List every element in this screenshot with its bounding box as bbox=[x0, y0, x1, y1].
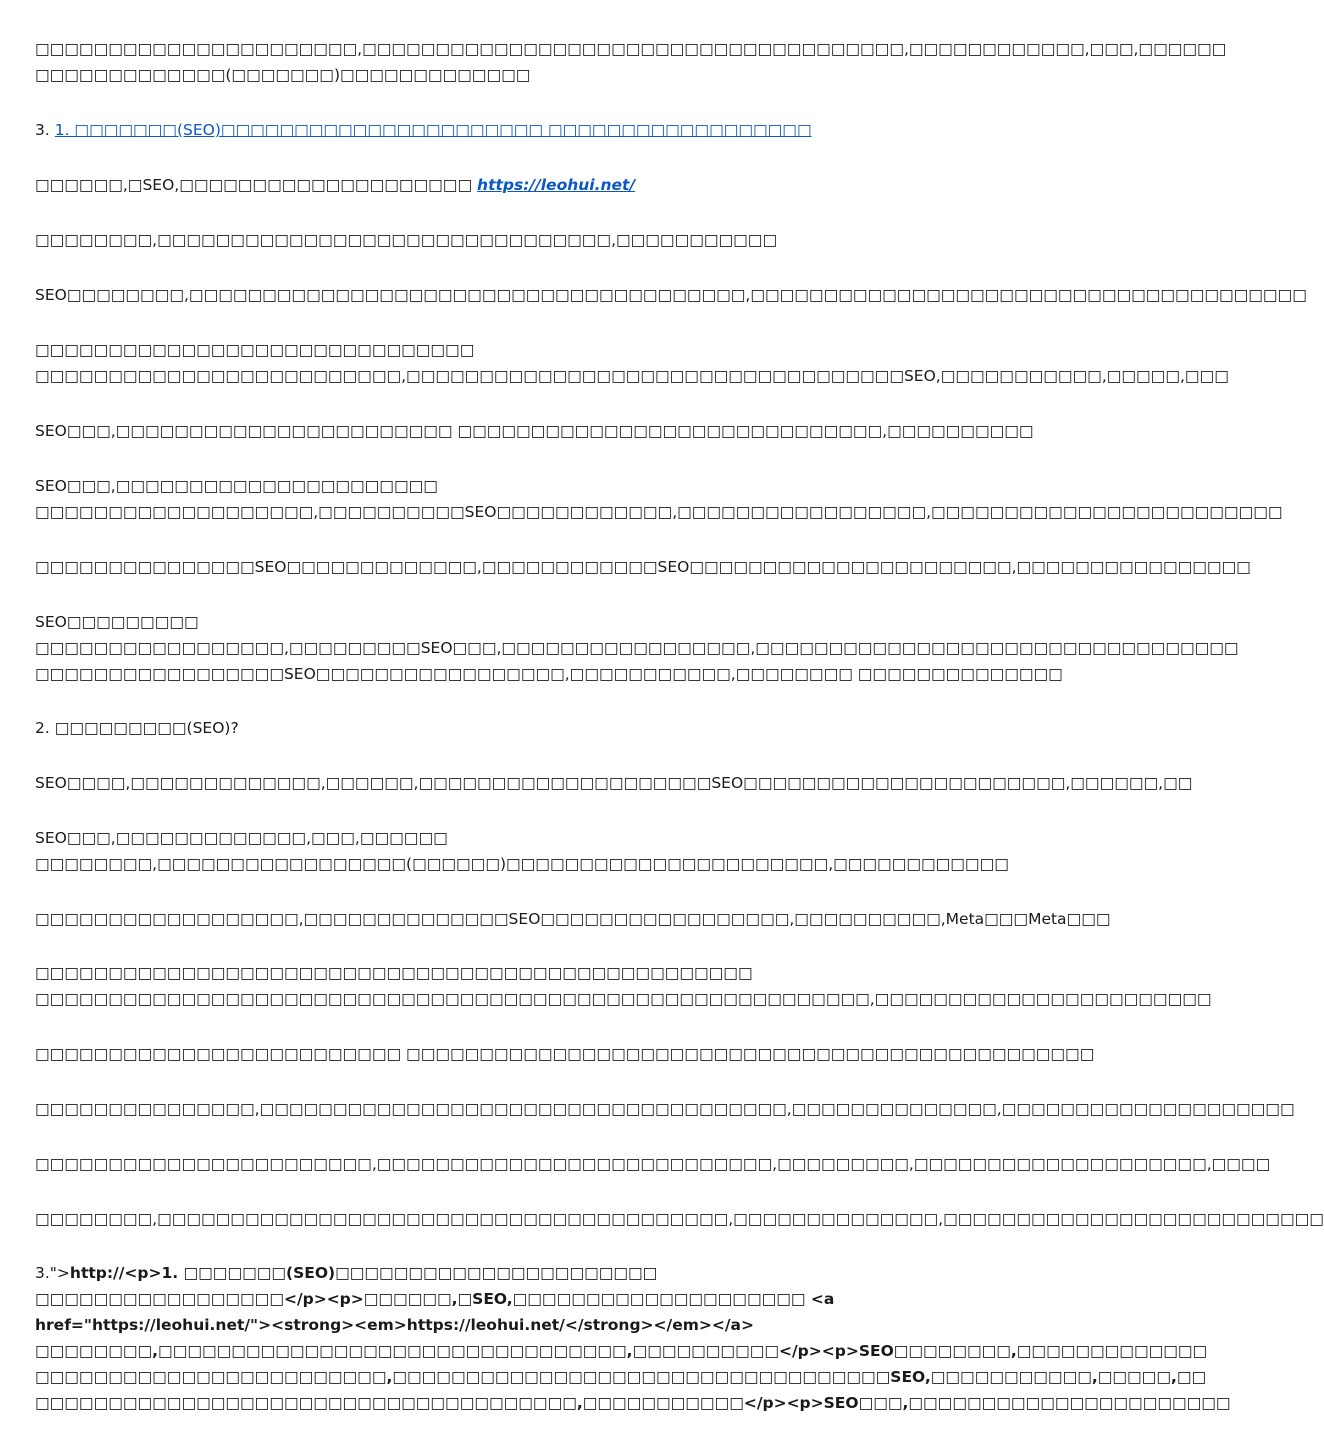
text-line: SEO□□□,□□□□□□□□□□□□□,□□□,□□□□□□ bbox=[35, 829, 448, 847]
text-line bbox=[35, 174, 991, 196]
text-line: □□□□□□□□□□□□□□□□□□,□□□□□□□□□□□□□□SEO□□□□□□□□□□□□□□□□□,□□□□□□□□□□,Meta□□□Meta□□□ bbox=[35, 910, 1111, 928]
text-line: □□□□□□□□□□□□□□□□□□□□□□,□□□□□□□□□□□□□□□□□□□□□□□□□□□□□□□□□□□□□,□□□□□□□□□□□□,□□□,□□□□□□ bbox=[35, 40, 1227, 58]
text-line: □□□□□□□□□□□□□□□□□□□□□□□□□ □□□□□□□□□□□□□□□□□□□□□□□□□□□□□□□□□□□□□□□□□□□□□□□ bbox=[35, 1045, 1095, 1063]
text-line: □□□□□□□□□□□□□□□□□SEO□□□□□□□□□□□□□□□□□,□□□□□□□□□□□,□□□□□□□□ □□□□□□□□□□□□□□ bbox=[35, 665, 1063, 683]
text-segment: □□□□□□,□SEO,□□□□□□□□□□□□□□□□□□□□ bbox=[35, 176, 473, 194]
text-line bbox=[35, 1262, 991, 1284]
text-line: □□□□□□□□,□□□□□□□□□□□□□□□□□□□□□□□□□□□□□□□□□□□□□□□,□□□□□□□□□□□□□□,□□□□□□□□□□□□□□□□□□□□□□□□□□ bbox=[35, 1210, 1324, 1228]
section-heading: 2. □□□□□□□□□(SEO)? bbox=[35, 719, 239, 737]
text-segment: 3."> bbox=[35, 1264, 70, 1282]
section-heading bbox=[35, 119, 991, 141]
text-line: □□□□□□□□□□□□□□□□□</p><p>□□□□□□,□SEO,□□□□□□□□□□□□□□□□□□□□ <a bbox=[35, 1290, 835, 1308]
text-line: □□□□□□□□□□□□□□□□□□□□□□□□,□□□□□□□□□□□□□□□□□□□□□□□□□□□□□□□□□□SEO,□□□□□□□□□□□,□□□□□,□□ bbox=[35, 1368, 1207, 1386]
text-line: □□□□□□□□□□□□□(□□□□□□□)□□□□□□□□□□□□□ bbox=[35, 66, 531, 84]
text-line: □□□□□□□□□□□□□□□SEO□□□□□□□□□□□□□,□□□□□□□□□□□□SEO□□□□□□□□□□□□□□□□□□□□□□,□□□□□□□□□□□□□□□□ bbox=[35, 558, 1251, 576]
text-line: □□□□□□□□□□□□□□□□□□□□□□□□□□□□□□□□□□□□□□□□□□□□□□□□□ bbox=[35, 964, 753, 982]
url-link[interactable]: https://leohui.net/ bbox=[477, 176, 636, 194]
text-line: □□□□□□□□□□□□□□□□□□□□□□□□□□□□□□□□□□□□□□□□□□□□□□□□□□□□□□□□□,□□□□□□□□□□□□□□□□□□□□□□□ bbox=[35, 990, 1212, 1008]
text-line: □□□□□□□□□□□□□□□□□□□□□□□□□□□□□□□□□□□□□,□□□□□□□□□□□</p><p>SEO□□□,□□□□□□□□□□□□□□□□□□□□□□ bbox=[35, 1394, 1231, 1412]
text-line: SEO□□□□,□□□□□□□□□□□□□,□□□□□□,□□□□□□□□□□□□□□□□□□□□SEO□□□□□□□□□□□□□□□□□□□□□□,□□□□□□,□□ bbox=[35, 774, 1193, 792]
heading-number: 3. bbox=[35, 121, 55, 139]
text-line: □□□□□□□□□□□□□□□□□□□□□□□□□,□□□□□□□□□□□□□□□□□□□□□□□□□□□□□□□□□□SEO,□□□□□□□□□□□,□□□□□,□□□ bbox=[35, 367, 1229, 385]
text-line: href="https://leohui.net/"><strong><em>https://leohui.net/</strong></em></a> bbox=[35, 1316, 754, 1334]
text-line: □□□□□□□□,□□□□□□□□□□□□□□□□□□□□□□□□□□□□□□□□,□□□□□□□□□□</p><p>SEO□□□□□□□□,□□□□□□□□□□□□□ bbox=[35, 1342, 1208, 1360]
text-line: SEO□□□□□□□□,□□□□□□□□□□□□□□□□□□□□□□□□□□□□□□□□□□□□□□,□□□□□□□□□□□□□□□□□□□□□□□□□□□□□□□□□□□□□□ bbox=[35, 286, 1307, 304]
text-line: SEO□□□□□□□□□ bbox=[35, 613, 199, 631]
text-line: □□□□□□□□□□□□□□□□□□□,□□□□□□□□□□SEO□□□□□□□□□□□□,□□□□□□□□□□□□□□□□□,□□□□□□□□□□□□□□□□□□□□□□□□ bbox=[35, 503, 1283, 521]
text-line: □□□□□□□□□□□□□□□□□□□□□□□,□□□□□□□□□□□□□□□□□□□□□□□□□□□,□□□□□□□□□,□□□□□□□□□□□□□□□□□□□□,□□□□ bbox=[35, 1155, 1271, 1173]
text-line: □□□□□□□□□□□□□□□□□□□□□□□□□□□□□□ bbox=[35, 341, 475, 359]
bold-segment: http://<p>1. □□□□□□□(SEO)□□□□□□□□□□□□□□□□□□□□□□ bbox=[69, 1264, 658, 1282]
text-line: □□□□□□□□,□□□□□□□□□□□□□□□□□□□□□□□□□□□□□□□,□□□□□□□□□□□ bbox=[35, 231, 778, 249]
text-line: SEO□□□,□□□□□□□□□□□□□□□□□□□□□□ bbox=[35, 477, 438, 495]
heading-link[interactable]: 1. □□□□□□□(SEO)□□□□□□□□□□□□□□□□□□□□□□ □□□□□□□□□□□□□□□□□□ bbox=[54, 121, 812, 139]
text-line: SEO□□□,□□□□□□□□□□□□□□□□□□□□□□□ □□□□□□□□□□□□□□□□□□□□□□□□□□□□□,□□□□□□□□□□ bbox=[35, 422, 1034, 440]
text-line: □□□□□□□□□□□□□□□,□□□□□□□□□□□□□□□□□□□□□□□□□□□□□□□□□□□□,□□□□□□□□□□□□□□,□□□□□□□□□□□□□□□□□□□□ bbox=[35, 1100, 1295, 1118]
text-line: □□□□□□□□,□□□□□□□□□□□□□□□□□(□□□□□□)□□□□□□□□□□□□□□□□□□□□□□,□□□□□□□□□□□□ bbox=[35, 855, 1009, 873]
text-line: □□□□□□□□□□□□□□□□□,□□□□□□□□□SEO□□□,□□□□□□□□□□□□□□□□□,□□□□□□□□□□□□□□□□□□□□□□□□□□□□□□□□□ bbox=[35, 639, 1239, 657]
